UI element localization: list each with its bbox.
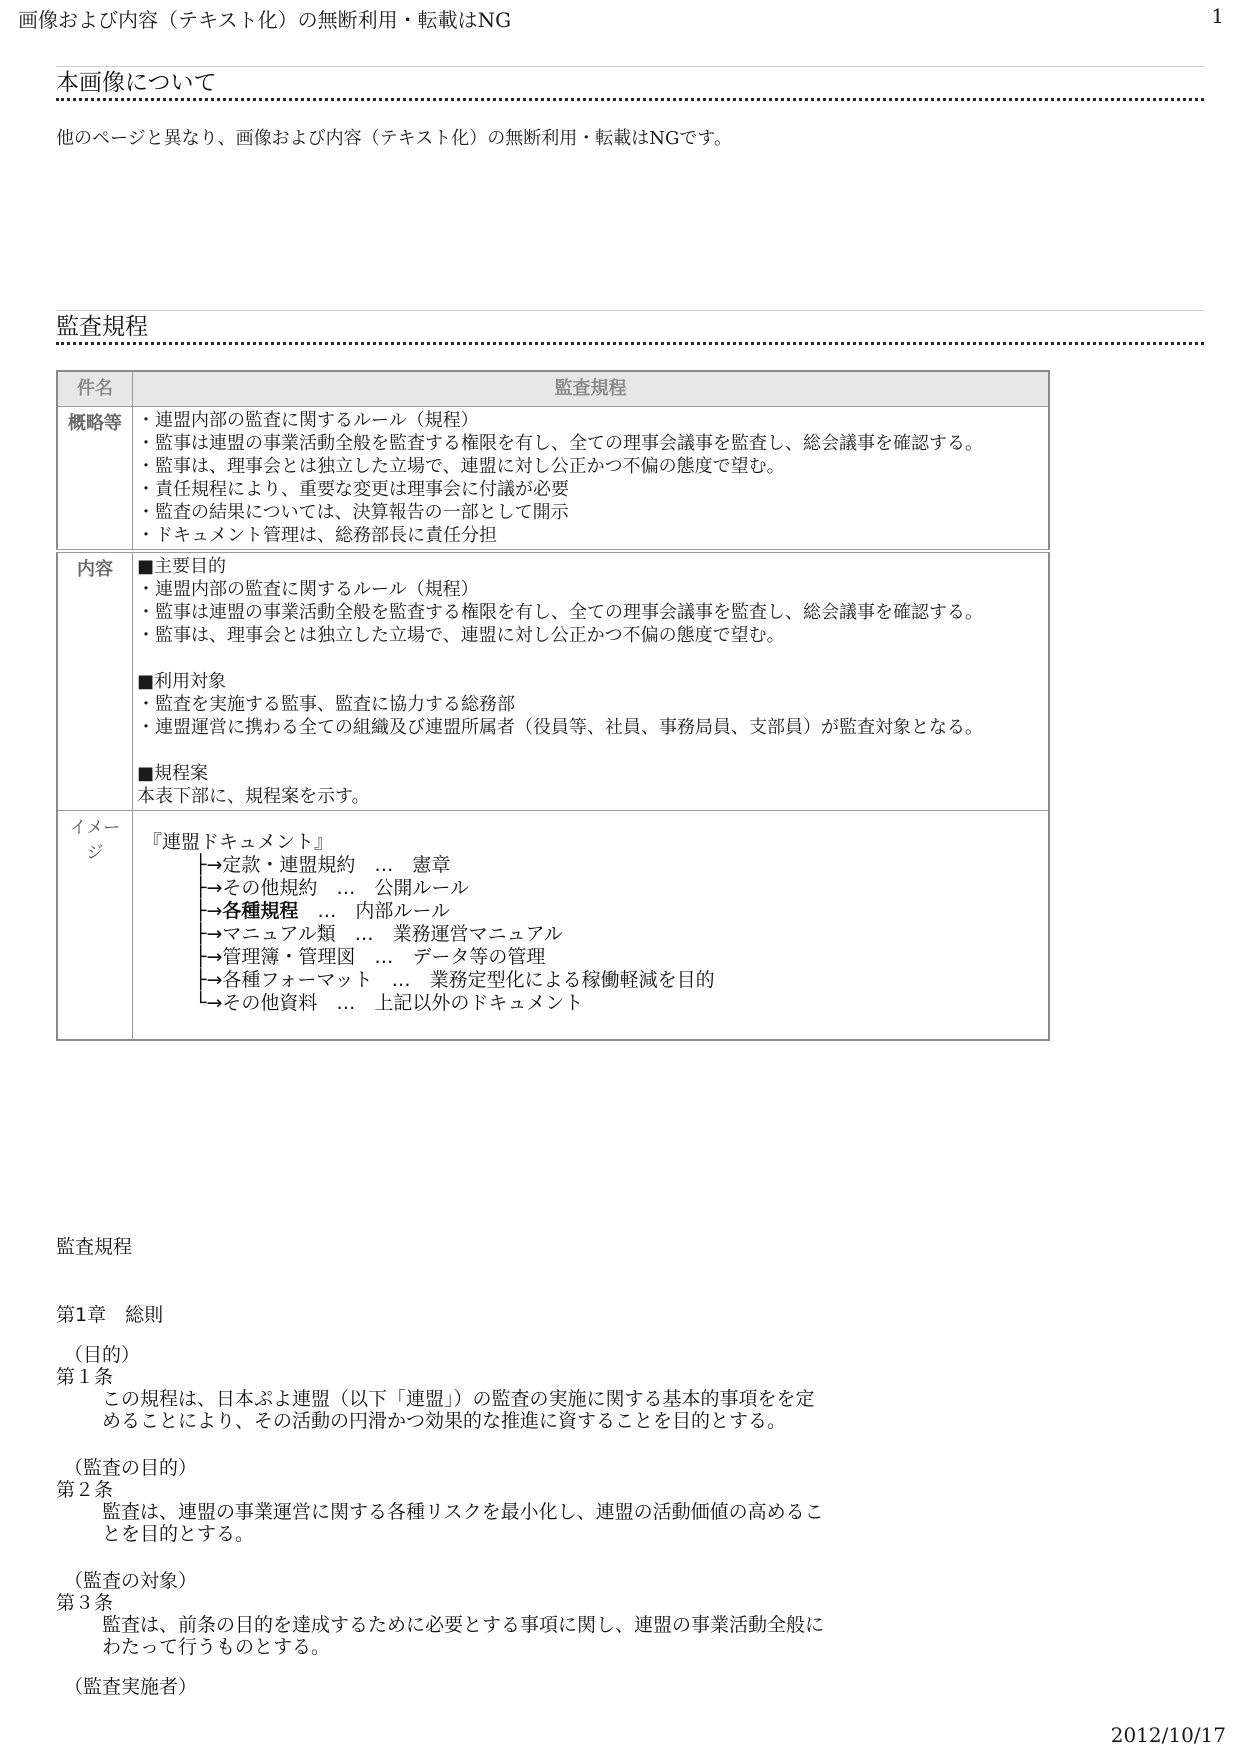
- article-line: 監査は、連盟の事業運営に関する各種リスクを最小化し、連盟の活動価値の高めるこ: [102, 1501, 824, 1523]
- tree-item-prefix: ├→: [195, 877, 223, 899]
- table-header-row: [57, 371, 1049, 407]
- article-1: [56, 1344, 815, 1432]
- tree-item-desc: 憲章: [412, 854, 451, 876]
- about-text: 他のページと異なり、画像および内容（テキスト化）の無断利用・転載はNGです。: [56, 128, 732, 149]
- content-line: 本表下部に、規程案を示す。: [137, 786, 370, 807]
- tree-item: [143, 992, 1044, 1015]
- section-heading-audit-rules: [56, 306, 1204, 345]
- tree-item: [143, 900, 1044, 923]
- chapter-title: 第1章 総則: [56, 1304, 164, 1326]
- content-cell: [133, 551, 1050, 811]
- tree-item-desc: 公開ルール: [374, 877, 470, 899]
- tree-item-prefix: ├→: [195, 900, 223, 922]
- tree-item: [143, 854, 1044, 877]
- content-spacer: [137, 739, 1044, 762]
- tree-item-name: 各種規程: [222, 900, 299, 922]
- article-number: 第３条: [56, 1592, 114, 1614]
- tree-item-name: その他規約: [222, 877, 318, 899]
- tree-item-desc: データ等の管理: [412, 946, 546, 968]
- image-row: [57, 811, 1049, 1041]
- content-line: ・監事は、理事会とは独立した立場で、連盟に対し公正かつ不偏の態度で望む。: [137, 625, 785, 646]
- summary-label: 概略等: [57, 407, 133, 552]
- section-heading-text: 監査規程: [56, 314, 148, 340]
- tree-item-prefix: ├→: [195, 854, 223, 876]
- document-header-title: 画像および内容（テキスト化）の無断利用・転載はNG: [18, 8, 512, 32]
- tree-item-name: マニュアル類: [222, 923, 336, 945]
- article-line: わたって行うものとする。: [102, 1636, 331, 1658]
- tree-item-sep: …: [372, 969, 430, 991]
- section-heading-text: 本画像について: [56, 70, 217, 96]
- summary-row: [57, 407, 1049, 552]
- header-value-cell: 監査規程: [133, 371, 1050, 407]
- tree-item-prefix: ├→: [195, 946, 223, 968]
- document-date: 2012/10/17: [1110, 1723, 1226, 1747]
- image-label: イメージ: [57, 811, 133, 1041]
- tree-item-sep: …: [335, 923, 393, 945]
- rule-summary-table: [56, 370, 1050, 1041]
- tree-item-name: 定款・連盟規約: [222, 854, 356, 876]
- article-line: めることにより、その活動の円滑かつ効果的な推進に資することを目的とする。: [102, 1410, 787, 1432]
- content-subheading: ■規程案: [137, 763, 209, 784]
- summary-line: ・ドキュメント管理は、総務部長に責任分担: [137, 525, 497, 546]
- page-number: 1: [1211, 4, 1224, 28]
- article-heading: （監査の対象）: [64, 1570, 198, 1592]
- content-spacer: [137, 647, 1044, 670]
- tree-root: 『連盟ドキュメント』: [143, 831, 334, 853]
- article-heading: （目的）: [64, 1344, 141, 1366]
- tree-item-desc: 業務運営マニュアル: [392, 923, 563, 945]
- tree-item-desc: 内部ルール: [355, 900, 451, 922]
- article-line: とを目的とする。: [102, 1523, 255, 1545]
- tree-item-sep: …: [355, 946, 413, 968]
- tree-item-sep: …: [355, 854, 413, 876]
- article-line: 監査は、前条の目的を達成するために必要とする事項に関し、連盟の事業活動全般に: [102, 1614, 825, 1636]
- tree-item-desc: 上記以外のドキュメント: [374, 992, 584, 1014]
- article-3: [56, 1570, 824, 1658]
- tree-item-sep: …: [317, 992, 375, 1014]
- tree-item-prefix: ├→: [195, 923, 223, 945]
- tree-item-prefix: ├→: [195, 969, 223, 991]
- tree-item: [143, 969, 1044, 992]
- tree-item-name: 管理簿・管理図: [222, 946, 356, 968]
- tree-item-prefix: └→: [195, 992, 223, 1014]
- content-line: ・監事は連盟の事業活動全般を監査する権限を有し、全ての理事会議事を監査し、総会議事を確認する。: [137, 602, 983, 623]
- image-cell: [133, 811, 1050, 1041]
- content-line: ・連盟内部の監査に関するルール（規程）: [137, 579, 479, 600]
- article-line: この規程は、日本ぷよ連盟（以下「連盟」）の監査の実施に関する基本的事項をを定: [102, 1388, 815, 1410]
- header-label-cell: 件名: [57, 371, 133, 407]
- content-row: [57, 551, 1049, 811]
- rules-title: 監査規程: [56, 1236, 133, 1258]
- summary-line: ・監事は連盟の事業活動全般を監査する権限を有し、全ての理事会議事を監査し、総会議事を確認する。: [137, 433, 983, 454]
- tree-item-name: 各種フォーマット: [222, 969, 373, 991]
- tree-item: [143, 946, 1044, 969]
- summary-line: ・監事は、理事会とは独立した立場で、連盟に対し公正かつ不偏の態度で望む。: [137, 456, 785, 477]
- document-tree: [137, 813, 1044, 1037]
- tree-item: [143, 923, 1044, 946]
- tree-item-name: その他資料: [222, 992, 318, 1014]
- article-heading: （監査実施者）: [64, 1676, 198, 1698]
- article-number: 第１条: [56, 1366, 114, 1388]
- summary-line: ・連盟内部の監査に関するルール（規程）: [137, 410, 479, 431]
- summary-cell: [133, 407, 1050, 552]
- content-subheading: ■利用対象: [137, 671, 227, 692]
- article-2: [56, 1457, 824, 1545]
- tree-item: [143, 877, 1044, 900]
- content-line: ・連盟運営に携わる全ての組織及び連盟所属者（役員等、社員、事務局員、支部員）が監査対象となる。: [137, 717, 983, 738]
- tree-item-sep: …: [317, 877, 375, 899]
- tree-item-desc: 業務定型化による稼働軽減を目的: [429, 969, 715, 991]
- article-heading: （監査の目的）: [64, 1457, 198, 1479]
- summary-line: ・責任規程により、重要な変更は理事会に付議が必要: [137, 479, 569, 500]
- tree-item-sep: …: [298, 900, 356, 922]
- content-line: ・監査を実施する監事、監査に協力する総務部: [137, 694, 515, 715]
- tree-items: [143, 854, 1044, 1015]
- content-label: 内容: [57, 551, 133, 811]
- summary-line: ・監査の結果については、決算報告の一部として開示: [137, 502, 569, 523]
- article-number: 第２条: [56, 1479, 114, 1501]
- content-subheading: ■主要目的: [137, 556, 227, 577]
- section-heading-about: [56, 62, 1204, 101]
